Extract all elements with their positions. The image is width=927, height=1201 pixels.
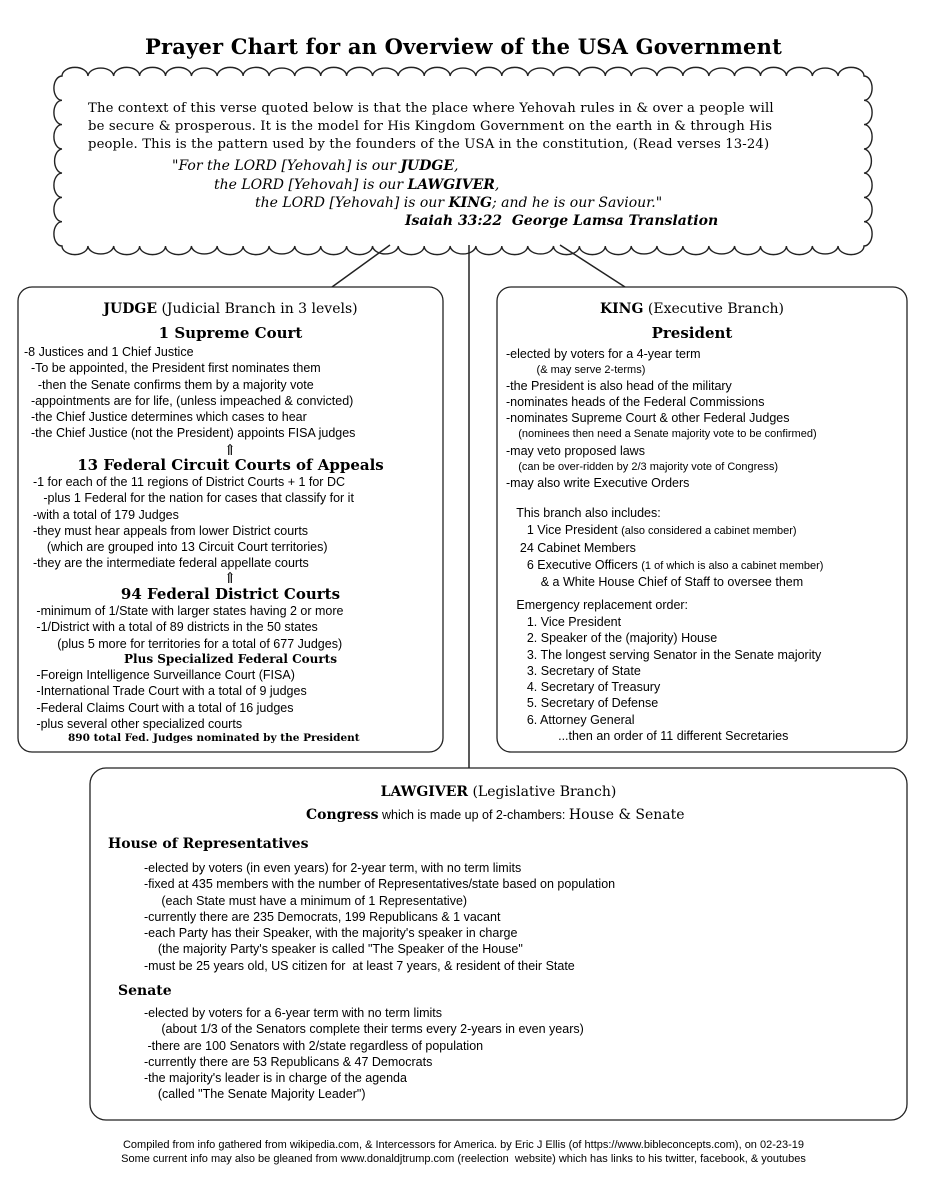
congress-chambers: House & Senate [568, 807, 685, 823]
list-item: 4. Secretary of Treasury [506, 680, 661, 695]
list-item: -the majority's leader is in charge of the agenda [144, 1071, 407, 1086]
list-item: -plus several other specialized courts [26, 716, 243, 731]
member-text: 1 Vice President [506, 523, 622, 538]
senate-title: Senate [118, 983, 172, 999]
appeal-arrow-icon: ⇑ [223, 569, 237, 587]
verse-text: "For the LORD [Yehovah] is our [172, 158, 401, 174]
list-item: (the majority Party's speaker is called "The Speaker of the House" [144, 942, 523, 957]
verse-keyword: KING [448, 195, 492, 211]
list-item: -they must hear appeals from lower District courts [26, 523, 309, 538]
list-item: (each State must have a minimum of 1 Representative) [144, 893, 468, 908]
list-item: 5. Secretary of Defense [506, 696, 659, 711]
verse-citation: Isaiah 33:22 George Lamsa Translation [405, 213, 719, 229]
verse-keyword: JUDGE [400, 158, 455, 174]
circuit-courts-title: 13 Federal Circuit Courts of Appeals [77, 456, 384, 474]
king-heading-bold: KING [599, 301, 644, 317]
list-item: -the Chief Justice determines which cases to hear [24, 410, 307, 425]
house-details-list [144, 860, 615, 974]
judge-heading-bold: JUDGE [103, 301, 157, 317]
context-line: people. This is the pattern used by the founders of the USA in the constitution, (Read verses 13-24) [88, 137, 770, 152]
lawgiver-heading-bold: LAWGIVER [380, 784, 469, 800]
list-item: 3. Secretary of State [506, 663, 641, 678]
lawgiver-heading-rest: (Legislative Branch) [468, 784, 617, 800]
list-item: -the President is also head of the military [506, 379, 732, 394]
emergency-title: Emergency replacement order: [506, 598, 689, 612]
president-duties-list [506, 346, 817, 491]
footer-credits [0, 1138, 927, 1166]
list-item [506, 540, 823, 557]
senate-details-list [144, 1005, 584, 1103]
list-item: -they are the intermediate federal appellate courts [26, 556, 309, 571]
circuit-courts-list [26, 474, 354, 572]
member-text: 6 Executive Officers [506, 557, 642, 572]
list-item: -elected by voters for a 6-year term with no term limits [144, 1006, 443, 1020]
house-title: House of Representatives [108, 836, 309, 852]
supreme-court-list [24, 344, 355, 442]
member-text: This branch also includes: [506, 506, 661, 520]
judge-heading [18, 301, 443, 317]
verse-line-3 [255, 195, 662, 211]
judges-total-note: 890 total Fed. Judges nominated by the President [68, 732, 360, 744]
verse-text: , [494, 177, 500, 193]
member-text: & a White House Chief of Staff to oversee them [506, 575, 804, 590]
footer-line: Some current info may also be gleaned from www.donaldjtrump.com (reelection website) which has links to his twitter, facebook, & youtubes [121, 1153, 806, 1165]
congress-description: which is made up of 2-chambers: [378, 808, 569, 822]
list-item [506, 574, 823, 591]
list-item: -elected by voters for a 4-year term [506, 347, 701, 361]
list-item: (plus 5 more for territories for a total of 677 Judges) [26, 636, 343, 651]
list-item: -plus 1 Federal for the nation for cases that classify for it [26, 491, 354, 506]
verse-line-2 [214, 177, 499, 193]
appeal-arrow-icon: ⇑ [223, 441, 237, 459]
list-item: -may veto proposed laws [506, 443, 645, 458]
member-text: 24 Cabinet Members [506, 540, 636, 555]
list-item [506, 557, 823, 574]
list-item: ...then an order of 11 different Secretaries [506, 729, 789, 744]
list-item: -8 Justices and 1 Chief Justice [24, 345, 194, 359]
list-item: -must be 25 years old, US citizen for at least 7 years, & resident of their State [144, 958, 575, 973]
list-item [506, 522, 823, 539]
list-item: -minimum of 1/State with larger states having 2 or more [26, 604, 344, 618]
list-item: -Federal Claims Court with a total of 16 judges [26, 700, 294, 715]
list-item: -nominates heads of the Federal Commissions [506, 395, 765, 410]
context-line: be secure & prosperous. It is the model for His Kingdom Government on the earth in & through His [88, 119, 773, 134]
list-item: 2. Speaker of the (majority) House [506, 631, 718, 646]
district-courts-list [26, 603, 344, 652]
list-item: -To be appointed, the President first nominates them [24, 361, 321, 376]
footer-line: Compiled from info gathered from wikipedia.com, & Intercessors for America. by Eric J Ellis (of https://www.bibleconcepts.com), on 02-23-19 [122, 1139, 805, 1151]
page-title: Prayer Chart for an Overview of the USA Government [145, 34, 782, 59]
list-item: -Foreign Intelligence Surveillance Court (FISA) [26, 668, 295, 682]
president-title: President [651, 324, 733, 342]
specialized-courts-list [26, 667, 307, 732]
list-item: (about 1/3 of the Senators complete their terms every 2-years in even years) [144, 1022, 584, 1037]
supreme-court-title: 1 Supreme Court [158, 324, 303, 342]
judge-heading-rest: (Judicial Branch in 3 levels) [157, 301, 358, 317]
list-item: -nominates Supreme Court & other Federal Judges [506, 411, 790, 426]
member-note: (also considered a cabinet member) [621, 525, 797, 538]
list-item: 1. Vice President [506, 615, 622, 629]
list-item: 3. The longest serving Senator in the Senate majority [506, 647, 822, 662]
list-item: -with a total of 179 Judges [26, 507, 179, 522]
cloud-context [88, 100, 858, 154]
verse-keyword: LAWGIVER [407, 177, 495, 193]
lawgiver-heading [90, 784, 907, 800]
member-note: (1 of which is also a cabinet member) [641, 559, 824, 572]
list-item: -fixed at 435 members with the number of Representatives/state based on population [144, 877, 616, 892]
list-item [506, 505, 823, 522]
list-item: -the Chief Justice (not the President) appoints FISA judges [24, 426, 356, 441]
list-item: -currently there are 53 Republicans & 47 Democrats [144, 1054, 433, 1069]
list-item: -each Party has their Speaker, with the majority's speaker in charge [144, 926, 518, 941]
emergency-order-list [506, 614, 821, 744]
context-line: The context of this verse quoted below is that the place where Yehovah rules in & over a people will [88, 101, 774, 116]
king-heading [497, 301, 887, 317]
verse-text: , [454, 158, 459, 174]
congress-label: Congress [306, 807, 379, 823]
list-item: -1/District with a total of 89 districts in the 50 states [26, 620, 318, 635]
list-item: -currently there are 235 Democrats, 199 Republicans & 1 vacant [144, 909, 501, 924]
verse-text: ; and he is our Saviour." [491, 195, 663, 211]
list-item: -International Trade Court with a total of 9 judges [26, 684, 307, 699]
list-item: (nominees then need a Senate majority vote to be confirmed) [506, 428, 817, 441]
executive-members-list [506, 505, 823, 591]
list-item: 6. Attorney General [506, 712, 635, 727]
verse-text: the LORD [Yehovah] is our [255, 195, 449, 211]
list-item: -appointments are for life, (unless impeached & convicted) [24, 393, 354, 408]
list-item: -then the Senate confirms them by a majority vote [24, 377, 314, 392]
district-courts-title: 94 Federal District Courts [120, 585, 341, 603]
list-item: -1 for each of the 11 regions of District Courts + 1 for DC [26, 475, 346, 489]
list-item: -elected by voters (in even years) for 2-year term, with no term limits [144, 861, 522, 875]
king-heading-rest: (Executive Branch) [643, 301, 785, 317]
list-item: (can be over-ridden by 2/3 majority vote of Congress) [506, 460, 779, 473]
list-item: (which are grouped into 13 Circuit Court territories) [26, 540, 328, 555]
verse-text: the LORD [Yehovah] is our [214, 177, 408, 193]
list-item: -there are 100 Senators with 2/state regardless of population [144, 1038, 484, 1053]
list-item: -may also write Executive Orders [506, 475, 690, 490]
list-item: (& may serve 2-terms) [506, 364, 646, 377]
verse-line-1 [172, 158, 459, 174]
list-item: (called "The Senate Majority Leader") [144, 1087, 366, 1102]
specialized-courts-title: Plus Specialized Federal Courts [124, 652, 337, 666]
congress-line [306, 806, 685, 824]
